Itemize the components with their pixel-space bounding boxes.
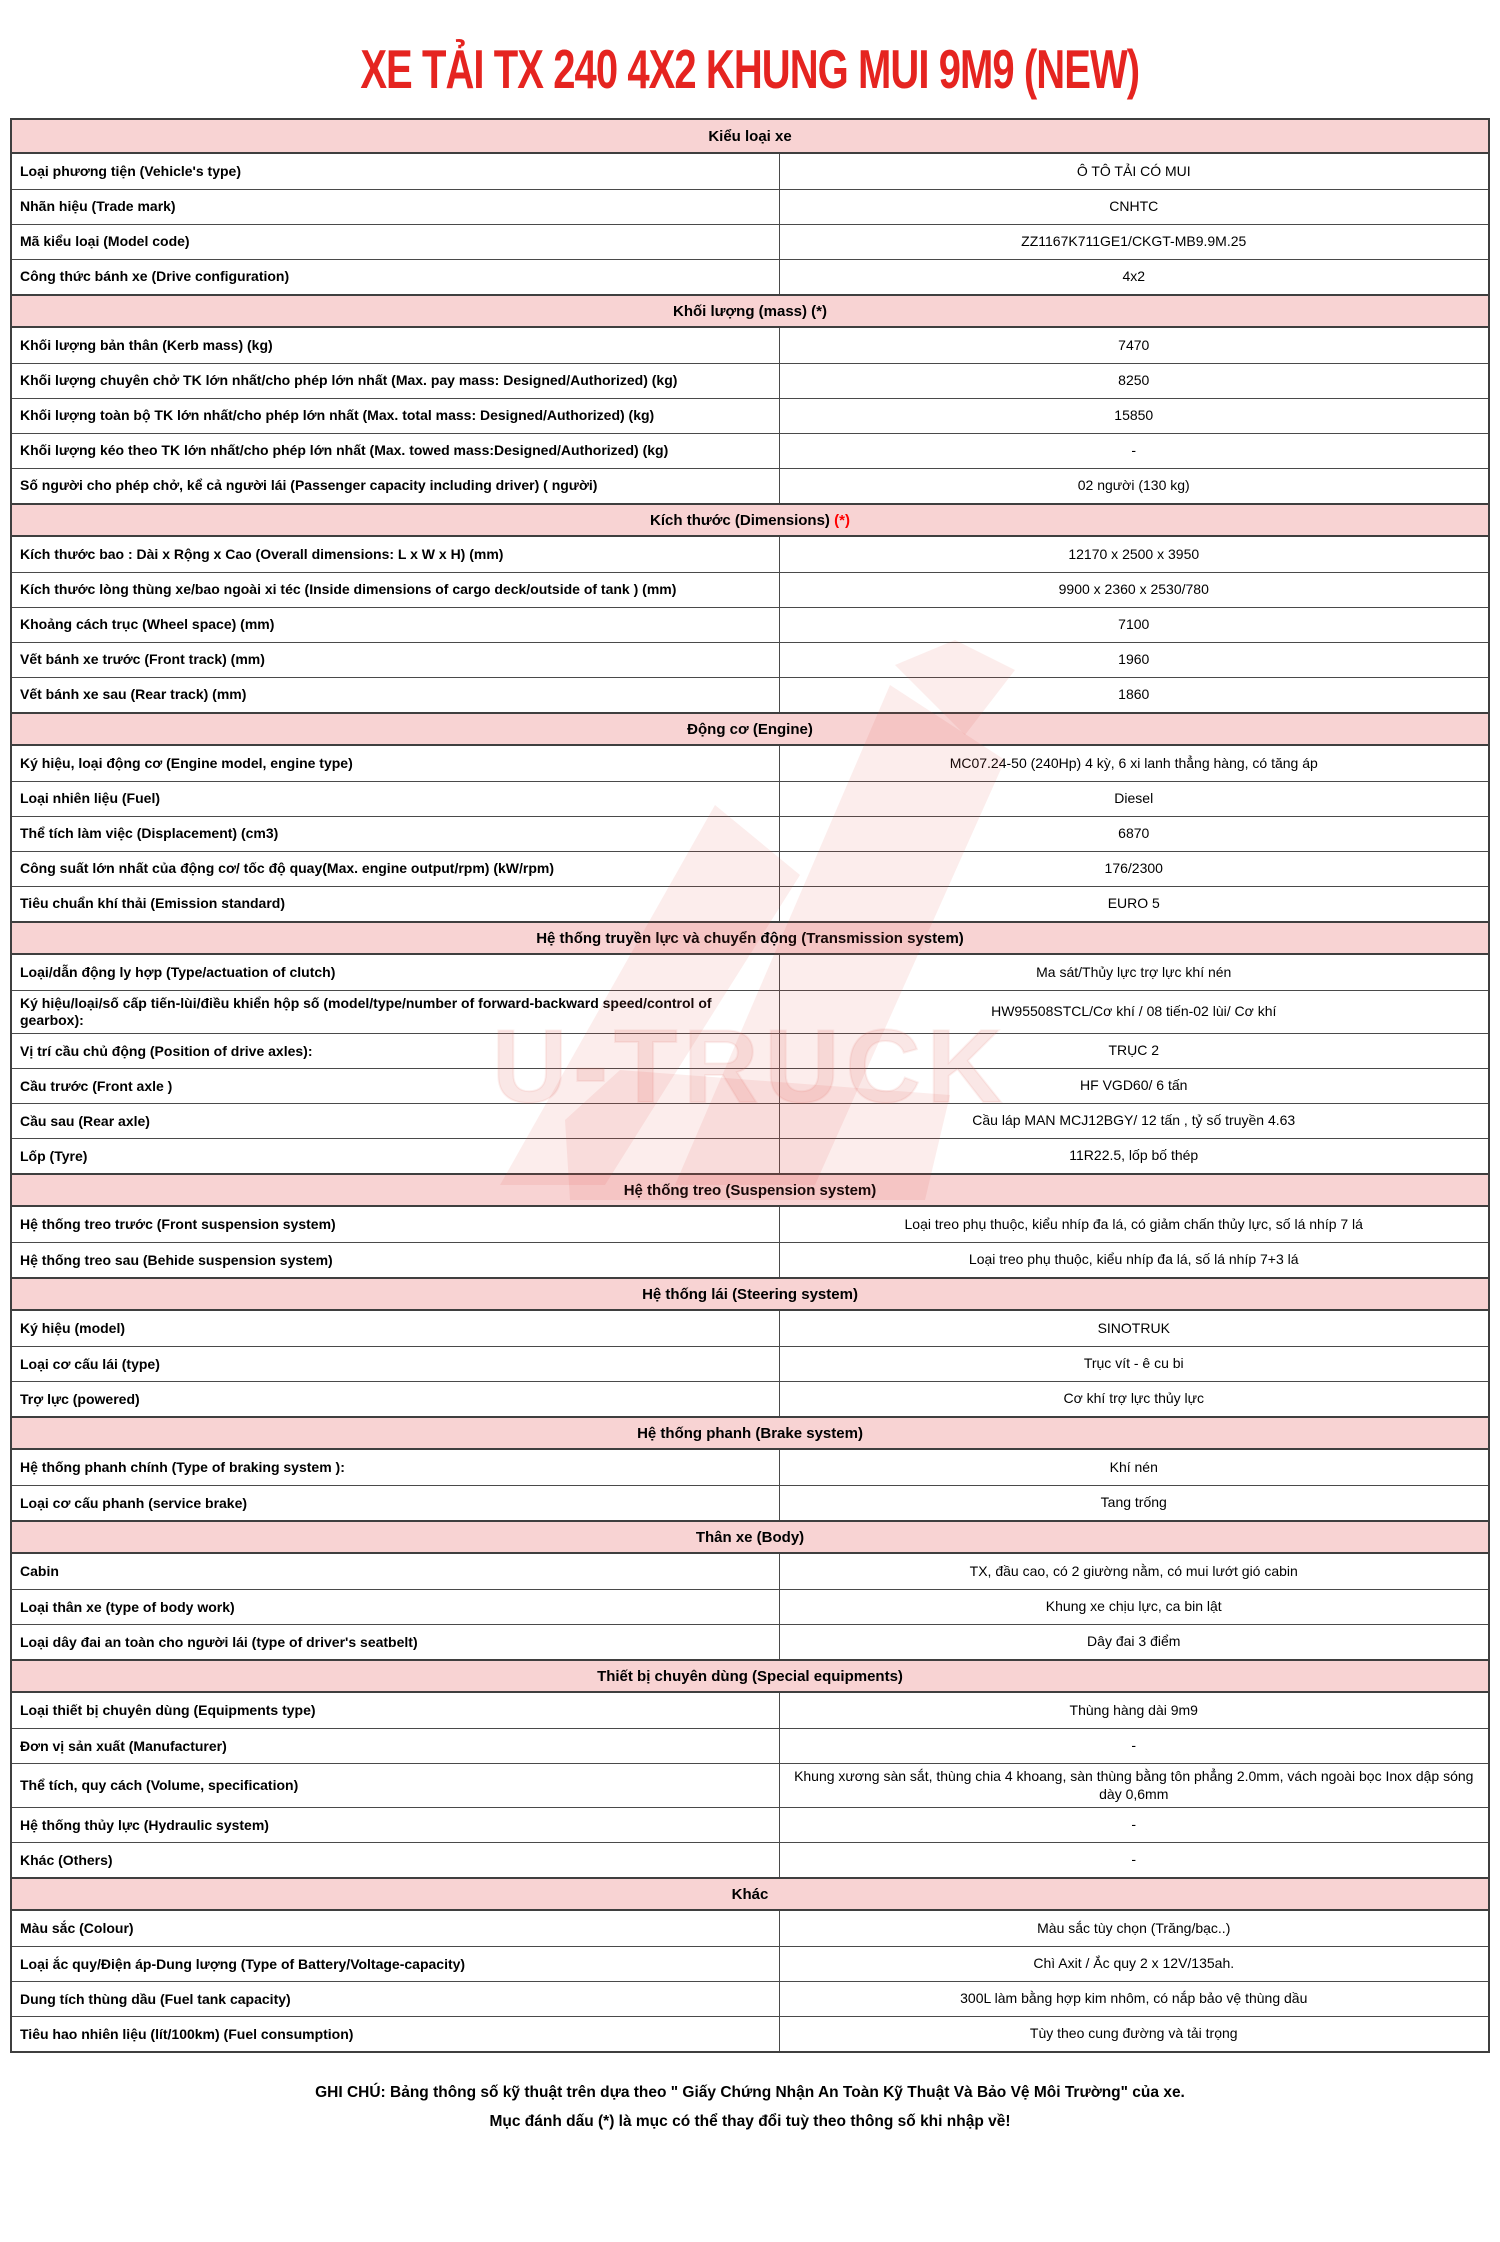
row-label: Khoảng cách trục (Wheel space) (mm) — [12, 608, 780, 642]
row-value: HF VGD60/ 6 tấn — [1080, 1077, 1188, 1094]
row-label: Kích thước lòng thùng xe/bao ngoài xi téc (Inside dimensions of cargo deck/outside of tank ) (mm) — [12, 573, 780, 607]
row-value: TRỤC 2 — [1108, 1042, 1160, 1059]
row-label: Khối lượng chuyên chở TK lớn nhất/cho phép lớn nhất (Max. pay mass: Designed/Authorized) (kg) — [12, 364, 780, 398]
table-row — [12, 1450, 1488, 1485]
spec-table — [10, 118, 1490, 2053]
section-header-text: Hệ thống truyền lực và chuyển động (Transmission system) — [536, 929, 964, 947]
section-header-text: Động cơ (Engine) — [687, 720, 813, 738]
row-label: Loại/dẫn động ly hợp (Type/actuation of clutch) — [12, 955, 780, 990]
row-label: Loại nhiên liệu (Fuel) — [12, 782, 780, 816]
row-value: 1860 — [1118, 686, 1150, 703]
section-header — [12, 120, 1488, 154]
row-label: Loại thân xe (type of body work) — [12, 1590, 780, 1624]
row-value: Tùy theo cung đường và tải trọng — [1029, 2025, 1238, 2042]
row-value: - — [1131, 1851, 1137, 1868]
row-label: Khác (Others) — [12, 1843, 780, 1877]
row-value: Dây đai 3 điểm — [1087, 1633, 1181, 1650]
section-header — [12, 921, 1488, 955]
row-value: Khung xương sàn sắt, thùng chia 4 khoang, sàn thùng bằng tôn phẳng 2.0mm, vách ngoài bọc Inox dập sóng dày 0,6mm — [794, 1768, 1474, 1802]
row-label: Vị trí cầu chủ động (Position of drive axles): — [12, 1034, 780, 1068]
section-header-text: Hệ thống phanh (Brake system) — [637, 1424, 863, 1442]
page-title: XE TẢI TX 240 4X2 KHUNG MUI 9M9 (NEW) — [360, 39, 1140, 101]
section-header — [12, 712, 1488, 746]
table-row — [12, 363, 1488, 398]
row-value: 6870 — [1118, 825, 1150, 842]
section-header-text: Khối lượng (mass) (*) — [672, 302, 828, 320]
row-label: Nhãn hiệu (Trade mark) — [12, 190, 780, 224]
row-label: Hệ thống phanh chính (Type of braking system ): — [12, 1450, 780, 1485]
row-label: Loại ắc quy/Điện áp-Dung lượng (Type of Battery/Voltage-capacity) — [12, 1947, 780, 1981]
row-label: Hệ thống treo sau (Behide suspension system) — [12, 1243, 780, 1277]
table-row — [12, 816, 1488, 851]
row-value: Trục vít - ê cu bi — [1083, 1355, 1184, 1372]
section-header-text: Thiết bị chuyên dùng (Special equipments) — [597, 1667, 903, 1685]
table-row — [12, 642, 1488, 677]
table-row — [12, 1693, 1488, 1728]
row-value: MC07.24-50 (240Hp) 4 kỳ, 6 xi lanh thẳng hàng, có tăng áp — [949, 754, 1318, 771]
table-row — [12, 154, 1488, 189]
table-row — [12, 1033, 1488, 1068]
table-row — [12, 677, 1488, 712]
row-label: Hệ thống thủy lực (Hydraulic system) — [12, 1808, 780, 1842]
row-value: Thùng hàng dài 9m9 — [1069, 1701, 1198, 1718]
row-value: Diesel — [1114, 790, 1154, 807]
row-label: Dung tích thùng dầu (Fuel tank capacity) — [12, 1982, 780, 2016]
row-label: Cabin — [12, 1554, 780, 1589]
row-value: 176/2300 — [1104, 860, 1163, 877]
row-label: Màu sắc (Colour) — [12, 1911, 780, 1946]
row-value: Cơ khí trợ lực thủy lực — [1063, 1390, 1205, 1407]
row-value: 8250 — [1118, 372, 1150, 389]
row-value: 7100 — [1118, 616, 1150, 633]
section-header-text: Hệ thống lái (Steering system) — [642, 1285, 858, 1303]
table-row — [12, 1346, 1488, 1381]
table-row — [12, 1911, 1488, 1946]
table-row — [12, 398, 1488, 433]
footer-note-line2: Mục đánh dấu (*) là mục có thể thay đổi tuỳ theo thông số khi nhập về! — [489, 2112, 1011, 2130]
section-header — [12, 1520, 1488, 1554]
row-label: Tiêu chuẩn khí thải (Emission standard) — [12, 887, 780, 921]
row-value: - — [1131, 442, 1137, 459]
table-row — [12, 1068, 1488, 1103]
row-label: Mã kiểu loại (Model code) — [12, 225, 780, 259]
table-row — [12, 1138, 1488, 1173]
table-row — [12, 224, 1488, 259]
table-row — [12, 955, 1488, 990]
table-row — [12, 1554, 1488, 1589]
row-label: Vết bánh xe trước (Front track) (mm) — [12, 643, 780, 677]
table-row — [12, 851, 1488, 886]
section-header — [12, 1877, 1488, 1911]
row-value: SINOTRUK — [1097, 1319, 1170, 1336]
row-label: Cầu trước (Front axle ) — [12, 1069, 780, 1103]
row-label: Cầu sau (Rear axle) — [12, 1104, 780, 1138]
section-header-text: Kiểu loại xe — [708, 127, 792, 145]
row-label: Công suất lớn nhất của động cơ/ tốc độ quay(Max. engine output/rpm) (kW/rpm) — [12, 852, 780, 886]
row-label: Ký hiệu/loại/số cấp tiến-lùi/điều khiển hộp số (model/type/number of forward-backward speed/control of gearbox): — [12, 991, 780, 1033]
row-value: CNHTC — [1109, 198, 1159, 215]
row-label: Loại dây đai an toàn cho người lái (type of driver's seatbelt) — [12, 1625, 780, 1659]
row-label: Số người cho phép chở, kể cả người lái (Passenger capacity including driver) ( người) — [12, 469, 780, 503]
row-value: 7470 — [1118, 336, 1150, 353]
table-row — [12, 781, 1488, 816]
row-label: Loại cơ cấu lái (type) — [12, 1347, 780, 1381]
row-label: Kích thước bao : Dài x Rộng x Cao (Overall dimensions: L x W x H) (mm) — [12, 537, 780, 572]
section-header-text: Khác — [731, 1885, 769, 1903]
row-label: Loại thiết bị chuyên dùng (Equipments type) — [12, 1693, 780, 1728]
table-row — [12, 1485, 1488, 1520]
table-row — [12, 1242, 1488, 1277]
row-value: HW95508STCL/Cơ khí / 08 tiến-02 lùi/ Cơ khí — [991, 1003, 1277, 1020]
row-label: Công thức bánh xe (Drive configuration) — [12, 260, 780, 294]
table-row — [12, 537, 1488, 572]
section-header — [12, 503, 1488, 537]
row-value: Chì Axit / Ắc quy 2 x 12V/135ah. — [1033, 1955, 1235, 1972]
table-row — [12, 1589, 1488, 1624]
table-row — [12, 1763, 1488, 1807]
row-value: - — [1131, 1737, 1137, 1754]
title-area — [0, 0, 1500, 110]
section-header — [12, 1659, 1488, 1693]
row-value: Ô TÔ TẢI CÓ MUI — [1076, 162, 1191, 179]
row-value: Khung xe chịu lực, ca bin lật — [1045, 1598, 1222, 1615]
row-label: Khối lượng kéo theo TK lớn nhất/cho phép lớn nhất (Max. towed mass:Designed/Authorized) (kg) — [12, 434, 780, 468]
row-value: 9900 x 2360 x 2530/780 — [1058, 581, 1209, 598]
row-value: 300L làm bằng hợp kim nhôm, có nắp bảo vệ thùng dầu — [960, 1990, 1308, 2007]
table-row — [12, 468, 1488, 503]
row-value: - — [1131, 1816, 1137, 1833]
row-value: 15850 — [1114, 407, 1154, 424]
row-value: 12170 x 2500 x 3950 — [1068, 545, 1200, 562]
row-label: Loại cơ cấu phanh (service brake) — [12, 1486, 780, 1520]
table-row — [12, 328, 1488, 363]
row-label: Hệ thống treo trước (Front suspension system) — [12, 1207, 780, 1242]
row-value: Loại treo phụ thuộc, kiểu nhíp đa lá, có giảm chấn thủy lực, số lá nhíp 7 lá — [904, 1215, 1363, 1232]
row-label: Loại phương tiện (Vehicle's type) — [12, 154, 780, 189]
table-row — [12, 746, 1488, 781]
table-row — [12, 189, 1488, 224]
row-value: Loại treo phụ thuộc, kiểu nhíp đa lá, số lá nhíp 7+3 lá — [968, 1251, 1299, 1268]
row-value: 11R22.5, lốp bố thép — [1069, 1147, 1199, 1164]
row-label: Đơn vị sản xuất (Manufacturer) — [12, 1729, 780, 1763]
footer-note-line1: GHI CHÚ: Bảng thông số kỹ thuật trên dựa theo " Giấy Chứng Nhận An Toàn Kỹ Thuật Và Bảo Vệ Môi Trường" của xe. — [315, 2084, 1185, 2102]
table-row — [12, 1381, 1488, 1416]
row-value: ZZ1167K711GE1/CKGT-MB9.9M.25 — [1021, 233, 1247, 250]
row-value: 1960 — [1118, 651, 1150, 668]
table-row — [12, 607, 1488, 642]
table-row — [12, 1207, 1488, 1242]
table-row — [12, 1842, 1488, 1877]
table-row — [12, 433, 1488, 468]
section-header-asterisk: (*) — [829, 511, 850, 529]
table-row — [12, 1807, 1488, 1842]
footer-note — [0, 2079, 1500, 2136]
row-value: 02 người (130 kg) — [1077, 477, 1190, 494]
section-header-text: Thân xe (Body) — [695, 1528, 805, 1546]
row-label: Lốp (Tyre) — [12, 1139, 780, 1173]
row-label: Ký hiệu, loại động cơ (Engine model, engine type) — [12, 746, 780, 781]
table-row — [12, 990, 1488, 1033]
row-label: Khối lượng bản thân (Kerb mass) (kg) — [12, 328, 780, 363]
table-row — [12, 886, 1488, 921]
table-row — [12, 1624, 1488, 1659]
row-value: EURO 5 — [1107, 895, 1160, 912]
row-label: Khối lượng toàn bộ TK lớn nhất/cho phép lớn nhất (Max. total mass: Designed/Authorized) (kg) — [12, 399, 780, 433]
row-value: Màu sắc tùy chọn (Trăng/bạc..) — [1037, 1919, 1231, 1936]
table-row — [12, 1103, 1488, 1138]
table-row — [12, 572, 1488, 607]
row-label: Thể tích làm việc (Displacement) (cm3) — [12, 817, 780, 851]
row-value: Cầu láp MAN MCJ12BGY/ 12 tấn , tỷ số truyền 4.63 — [972, 1112, 1296, 1129]
section-header — [12, 294, 1488, 328]
table-row — [12, 1946, 1488, 1981]
row-value: Khí nén — [1109, 1458, 1158, 1475]
row-label: Ký hiệu (model) — [12, 1311, 780, 1346]
row-label: Vết bánh xe sau (Rear track) (mm) — [12, 678, 780, 712]
table-row — [12, 1728, 1488, 1763]
row-value: TX, đầu cao, có 2 giường nằm, có mui lướt gió cabin — [969, 1562, 1298, 1579]
table-row — [12, 2016, 1488, 2051]
section-header-text: Hệ thống treo (Suspension system) — [623, 1181, 877, 1199]
section-header — [12, 1416, 1488, 1450]
row-label: Trợ lực (powered) — [12, 1382, 780, 1416]
row-value: Ma sát/Thủy lực trợ lực khí nén — [1036, 963, 1232, 980]
row-label: Thể tích, quy cách (Volume, specification) — [12, 1764, 780, 1807]
section-header — [12, 1277, 1488, 1311]
row-value: Tang trống — [1100, 1494, 1167, 1511]
row-label: Tiêu hao nhiên liệu (lít/100km) (Fuel consumption) — [12, 2017, 780, 2051]
table-row — [12, 259, 1488, 294]
table-row — [12, 1981, 1488, 2016]
table-row — [12, 1311, 1488, 1346]
section-header-text: Kích thước (Dimensions) — [650, 511, 830, 529]
section-header — [12, 1173, 1488, 1207]
row-value: 4x2 — [1122, 268, 1146, 285]
